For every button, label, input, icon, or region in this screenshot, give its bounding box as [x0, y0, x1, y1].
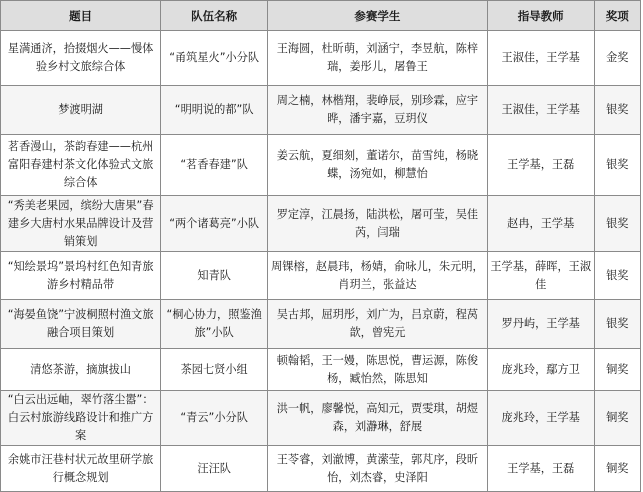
header-row	[1, 1, 641, 31]
cell-teachers: 王淑佳，王学基	[487, 31, 594, 86]
cell-topic: 余姚市汪巷村状元故里研学旅行概念规划	[1, 446, 161, 492]
cell-team: “两个诸葛亮”小队	[161, 196, 268, 252]
cell-teachers: 王学基，薛晖，王淑佳	[487, 252, 594, 300]
table-row	[1, 86, 641, 135]
cell-students: 王海圆，杜昕萌，刘涵宁，李昱航，陈梓瑞，姜彤儿，屠鲁王	[268, 31, 488, 86]
cell-team: 茶园七贤小组	[161, 349, 268, 391]
cell-students: 吴古邦，屈玥彤，刘广为，吕京蔚，程莴歆，曾宪元	[268, 300, 488, 349]
cell-teachers: 王淑佳，王学基	[487, 86, 594, 135]
cell-topic: 清悠茶游，摘旗拔山	[1, 349, 161, 391]
cell-topic: 星满通济，拾掇烟火——慢体验乡村文旅综合体	[1, 31, 161, 86]
cell-team: “青云”小分队	[161, 391, 268, 446]
cell-team: 汪汪队	[161, 446, 268, 492]
cell-topic: “秀美老果园，缤纷大唐果”春建乡大唐村水果品牌设计及营销策划	[1, 196, 161, 252]
cell-team: “桐心协力，照鉴渔旅”小队	[161, 300, 268, 349]
cell-team: “明明说的都”队	[161, 86, 268, 135]
table-row	[1, 391, 641, 446]
cell-award: 银奖	[594, 252, 640, 300]
cell-topic: 茗香漫山，茶韵春建——杭州富阳春建村茶文化体验式文旅综合体	[1, 135, 161, 196]
cell-students: 洪一帆，廖馨悦，高知元，贾雯琪，胡煜森，刘瀞琳，舒展	[268, 391, 488, 446]
cell-topic: “海晏鱼饶”宁波桐照村渔文旅融合项目策划	[1, 300, 161, 349]
cell-team: 知青队	[161, 252, 268, 300]
table-body	[1, 31, 641, 492]
cell-students: 周锞榕，赵晨玮，杨婧，俞咏儿，朱元明，肖玥兰，张益达	[268, 252, 488, 300]
cell-students: 王苓睿，刘澈博，黄潆莹，郭芃序，段昕怡，刘杰睿，史泽阳	[268, 446, 488, 492]
table-row	[1, 31, 641, 86]
cell-award: 金奖	[594, 31, 640, 86]
cell-teachers: 王学基，王磊	[487, 135, 594, 196]
header-team: 队伍名称	[161, 1, 268, 31]
table-row	[1, 300, 641, 349]
header-topic: 题目	[1, 1, 161, 31]
cell-students: 周之楠，林楷翔，裴峥辰，别珍霖，应宇晔，潘宇嘉，豆玥仪	[268, 86, 488, 135]
table-row	[1, 252, 641, 300]
cell-teachers: 庞兆玲，鄢方卫	[487, 349, 594, 391]
cell-students: 姜云航，夏细刻，董诺尔，苗雪纯，杨晓蝶，汤宛如，柳慧怡	[268, 135, 488, 196]
header-students: 参赛学生	[268, 1, 488, 31]
cell-award: 银奖	[594, 196, 640, 252]
cell-teachers: 王学基，王磊	[487, 446, 594, 492]
table-row	[1, 349, 641, 391]
cell-award: 银奖	[594, 300, 640, 349]
table-row	[1, 446, 641, 492]
cell-teachers: 罗丹屿，王学基	[487, 300, 594, 349]
cell-award: 铜奖	[594, 391, 640, 446]
cell-team: “茗香春建”队	[161, 135, 268, 196]
cell-topic: 梦渡明湖	[1, 86, 161, 135]
table-row	[1, 196, 641, 252]
cell-students: 罗定淳，江晨扬，陆洪松，屠可莹，吴佳芮，闫瑞	[268, 196, 488, 252]
cell-award: 铜奖	[594, 349, 640, 391]
header-award: 奖项	[594, 1, 640, 31]
cell-award: 铜奖	[594, 446, 640, 492]
cell-teachers: 赵冉，王学基	[487, 196, 594, 252]
cell-teachers: 庞兆玲，王学基	[487, 391, 594, 446]
table-row	[1, 135, 641, 196]
header-teachers: 指导教师	[487, 1, 594, 31]
cell-topic: “白云出远岫，翠竹落尘嚣”：白云村旅游线路设计和推广方案	[1, 391, 161, 446]
cell-team: “甬筑星火”小分队	[161, 31, 268, 86]
cell-award: 银奖	[594, 86, 640, 135]
cell-students: 顿翰韬，王一嫚，陈思悦，曹运源，陈俊杨，臧怡然，陈思知	[268, 349, 488, 391]
cell-award: 银奖	[594, 135, 640, 196]
cell-topic: “知绘景坞”景坞村红色知青旅游乡村精品带	[1, 252, 161, 300]
